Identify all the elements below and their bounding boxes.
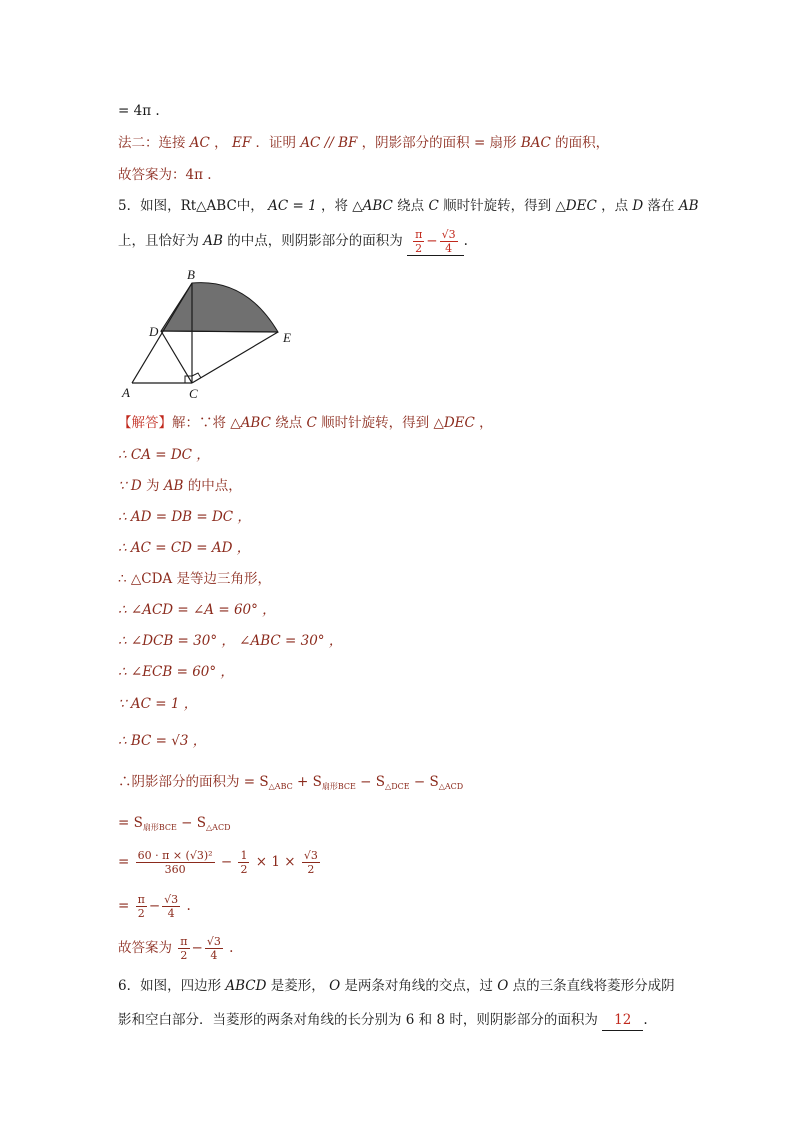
area-text: ，阴影部分的面积 = 扇形 xyxy=(357,135,521,151)
question-5-line-2: 上，且恰好为 AB 的中点，则阴影部分的面积为 $\frac{\pi}{2}$ − $\frac{√3}{4}$ . xyxy=(118,228,468,255)
q5-line2-text: 上，且恰好为 xyxy=(118,233,204,249)
q5-answer-blank: $\frac{\pi}{2}$ − $\frac{√3}{4}$ xyxy=(407,228,464,256)
method-two-text: 法二：连接 xyxy=(118,135,190,151)
question-6-line-2: 影和空白部分．当菱形的两条对角线的长分别为 6 和 8 时，则阴影部分的面积为 12 . xyxy=(118,1010,648,1031)
label-A: A xyxy=(122,385,130,400)
parallel-statement: AC // BF xyxy=(300,135,358,151)
solution-tag: 【解答】 xyxy=(118,415,172,431)
segment-ac: AC xyxy=(189,135,210,151)
step-13: = $\frac{\text{60 · π × (√3)²}}{360}$ − $\frac{1}{2}$ × 1 × $\frac{√3}{2}$ xyxy=(118,849,318,876)
q5-line2-ab: AB xyxy=(203,233,223,249)
segment-ef: EF xyxy=(231,135,252,151)
step-1: ∴ CA = DC ， xyxy=(118,447,210,463)
q5-text-4: 顺时针旋转，得到 △ xyxy=(438,198,566,214)
segment-CE xyxy=(192,332,278,383)
step-12: = $S_{扇形BCE} - S_{\triangle ACD}$ xyxy=(118,815,231,832)
method-two-line xyxy=(118,133,609,153)
sol-text-3: 顺时针旋转，得到 △ xyxy=(316,415,444,431)
q5-text: 5．如图，Rt△ABC中， xyxy=(118,198,269,214)
answer-line-prev: 故答案为：4π . xyxy=(118,167,212,183)
sep: ， xyxy=(209,135,232,151)
step-3: ∴ AD = DB = DC ， xyxy=(118,509,251,525)
q5-point-c: C xyxy=(428,198,439,214)
sol-text: 解：∵将 △ xyxy=(172,415,241,431)
final-answer: 故答案为 $\frac{\pi}{2}$ − $\frac{√3}{4}$ . xyxy=(118,935,234,962)
sol-text-2: 绕点 xyxy=(270,415,307,431)
frac-sqrt3-over-4: $\frac{√3}{4}$ xyxy=(441,228,456,255)
prove-text: ．证明 xyxy=(251,135,301,151)
q5-text-2: ，将 △ xyxy=(316,198,363,214)
result-line: = 4π . xyxy=(118,103,160,119)
step-11: ∴阴影部分的面积为 = $S_{\triangle ABC} + S_{扇形BCE} - S_{\triangle DCE} - S_{\triangle ACD}$ xyxy=(118,774,464,791)
solution-header xyxy=(118,413,493,433)
question-5-line-1 xyxy=(118,196,699,216)
label-E: E xyxy=(283,330,291,345)
geometry-figure xyxy=(118,266,308,406)
step-10: ∴ BC = √3 ， xyxy=(118,733,207,749)
q5-tri: ABC xyxy=(362,198,393,214)
step-9: ∵ AC = 1 ， xyxy=(118,696,198,712)
q5-text-6: 落在 xyxy=(643,198,679,214)
label-B: B xyxy=(187,267,195,282)
area-end: 的面积， xyxy=(550,135,610,151)
frac-sqrt3-over-2: $\frac{√3}{2}$ xyxy=(303,849,318,876)
sol-point: C xyxy=(306,415,317,431)
step-14: = $\frac{\pi}{2}$ − $\frac{√3}{4}$ . xyxy=(118,893,191,920)
q5-tri-dec: DEC xyxy=(565,198,597,214)
right-angle-mark-2 xyxy=(192,373,201,378)
q5-text-3: 绕点 xyxy=(392,198,429,214)
label-C: C xyxy=(189,386,198,401)
q5-text-5: ，点 xyxy=(596,198,633,214)
frac-half: $\frac{1}{2}$ xyxy=(240,849,248,876)
step-5: ∴ △CDA 是等边三角形， xyxy=(118,571,271,587)
segment-DC xyxy=(161,331,192,383)
q5-seg-ab: AB xyxy=(678,198,699,214)
question-6-line-1: 6．如图，四边形 ABCD 是菱形， O 是两条对角线的交点，过 O 点的三条直线将菱形分成阴 xyxy=(118,978,675,994)
step-6: ∴ ∠ACD = ∠A = 60° ， xyxy=(118,602,276,618)
q5-line2-text2: 的中点，则阴影部分的面积为 xyxy=(222,233,403,249)
step-7: ∴ ∠DCB = 30° ， ∠ABC = 30° ， xyxy=(118,633,343,649)
step-4: ∴ AC = CD = AD ， xyxy=(118,540,251,556)
label-D: D xyxy=(149,324,159,339)
sol-tri: ABC xyxy=(240,415,271,431)
sol-text-4: ， xyxy=(474,415,493,431)
sector-name: BAC xyxy=(520,135,551,151)
q5-point-d: D xyxy=(632,198,644,214)
step-8: ∴ ∠ECB = 60° ， xyxy=(118,664,234,680)
q6-answer-blank: 12 xyxy=(602,1010,643,1031)
sol-tri-dec: DEC xyxy=(443,415,475,431)
frac-sector-area: $\frac{\text{60 · π × (√3)²}}{360}$ xyxy=(137,849,213,876)
shaded-region xyxy=(161,283,278,332)
step-2: ∵ D 为 AB 的中点， xyxy=(118,478,242,494)
q5-eq: AC = 1 xyxy=(268,198,317,214)
frac-pi-over-2: $\frac{\pi}{2}$ xyxy=(415,228,423,255)
